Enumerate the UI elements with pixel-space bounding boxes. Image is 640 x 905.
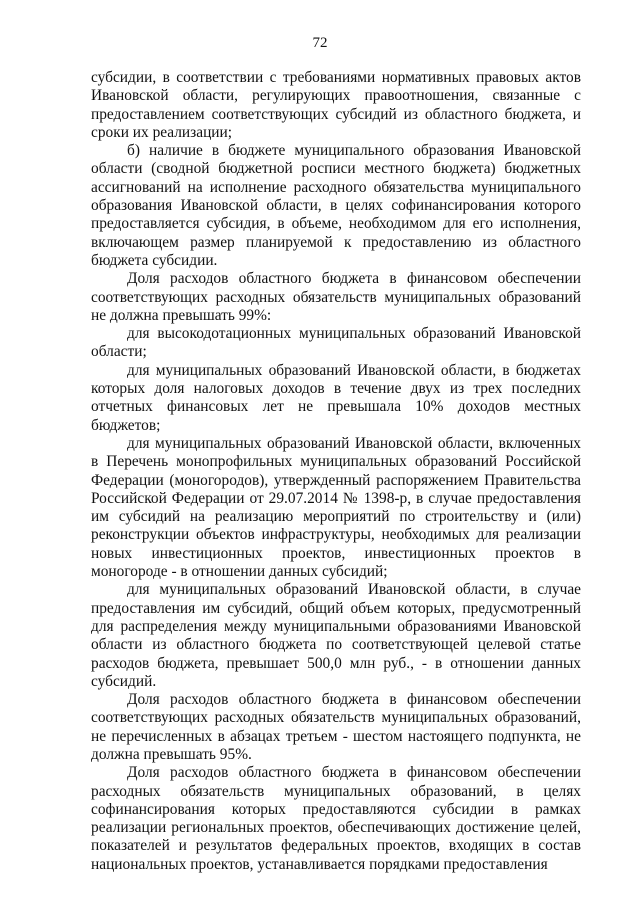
- document-body: [91, 69, 581, 874]
- paragraph-monotowns: для муниципальных образований Ивановской области, включенных в Перечень монопрофильных муниципальных образований Российской Федерации (моногородов), утвержденный распоряжением Правительства Российской Федерации от 29.07.2014 № 1398-р, в случае предоставления им субсидий на реализацию мероприятий по строительству и (или) реконструкции объектов инфраструктуры, необходимых для реализации новых инвестиционных проектов, инвестиционных проектов в моногороде - в отношении данных субсидий;: [91, 434, 581, 581]
- page-number: 72: [312, 35, 328, 51]
- paragraph-regional-projects: Доля расходов областного бюджета в финансовом обеспечении расходных обязательств муниципальных образований, в целях софинансирования которых предоставляются субсидии в рамках реализации региональных проектов, обеспечивающих достижение целей, показателей и результатов федеральных проектов, входящих в состав национальных проектов, устанавливается порядками предоставления: [91, 764, 581, 873]
- paragraph-tax-revenue-share: для муниципальных образований Ивановской области, в бюджетах которых доля налоговых доходов в течение двух из трех последних отчетных финансовых лет не превышала 10% доходов местных бюджетов;: [91, 361, 581, 434]
- paragraph-share-99: Доля расходов областного бюджета в финансовом обеспечении соответствующих расходных обязательств муниципальных образований не должна превышать 99%:: [91, 270, 581, 324]
- paragraph-highly-subsidized: для высокодотационных муниципальных образований Ивановской области;: [91, 325, 581, 361]
- paragraph-share-95: Доля расходов областного бюджета в финансовом обеспечении соответствующих расходных обязательств муниципальных образований, не перечисленных в абзацах третьем - шестом настоящего подпункта, не должна превышать 95%.: [91, 691, 581, 763]
- paragraph-subsidy-volume: для муниципальных образований Ивановской области, в случае предоставления им субсидий, общий объем которых, предусмотренный для распределения между муниципальными образованиями Ивановской области из областного бюджета по соответствующей целевой статье расходов бюджета, превышает 500,0 млн руб., - в отношении данных субсидий.: [91, 581, 581, 690]
- paragraph-subsidy-requirements: субсидии, в соответствии с требованиями нормативных правовых актов Ивановской области, регулирующих правоотношения, связанные с предоставлением соответствующих субсидий из областного бюджета, и сроки их реализации;: [91, 69, 581, 141]
- paragraph-item-b: б) наличие в бюджете муниципального образования Ивановской области (сводной бюджетной росписи местного бюджета) бюджетных ассигнований на исполнение расходного обязательства муниципального образования Ивановской области, в целях софинансирования которого предоставляется субсидия, в объеме, необходимом для его исполнения, включающем размер планируемой к предоставлению из областного бюджета субсидии.: [91, 142, 581, 269]
